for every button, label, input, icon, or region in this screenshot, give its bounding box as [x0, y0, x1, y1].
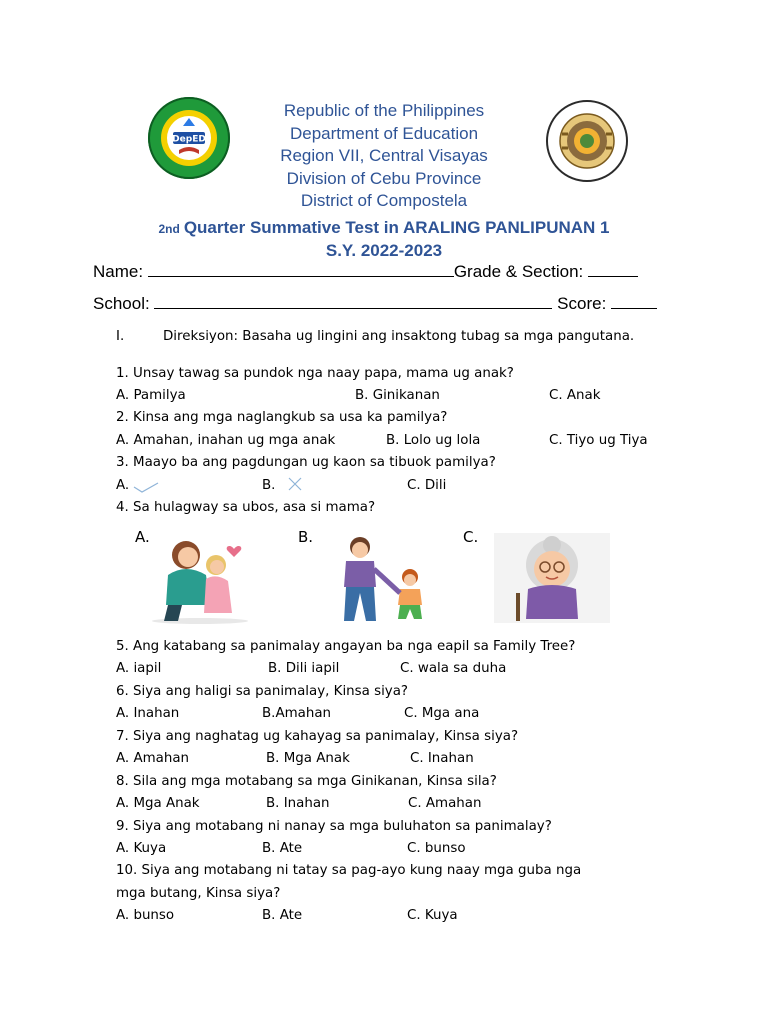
q9-option-b[interactable]: B. Ate — [262, 841, 303, 856]
picture-b-label[interactable]: B. — [298, 528, 314, 546]
father-and-son-illustration — [330, 535, 440, 625]
q1-option-a[interactable]: A. Pamilya — [116, 388, 186, 403]
picture-c-label[interactable]: C. — [463, 528, 479, 546]
republic-line: Republic of the Philippines — [283, 101, 485, 120]
q6-option-c[interactable]: C. Mga ana — [404, 706, 480, 721]
grandmother-illustration — [494, 533, 610, 623]
name-blank[interactable] — [148, 262, 454, 277]
question-6: 6. Siya ang haligi sa panimalay, Kinsa siya? — [116, 684, 409, 699]
region-line: Region VII, Central Visayas — [280, 146, 488, 165]
q9-option-a[interactable]: A. Kuya — [116, 841, 167, 856]
check-icon — [132, 480, 160, 494]
question-8: 8. Sila ang mga motabang sa mga Ginikanan, Kinsa sila? — [116, 774, 497, 789]
question-4: 4. Sa hulagway sa ubos, asa si mama? — [116, 500, 376, 515]
q2-option-c[interactable]: C. Tiyo ug Tiya — [549, 433, 648, 448]
logo-badge: DepED — [172, 134, 206, 145]
question-7: 7. Siya ang naghatag ug kahayag sa panimalay, Kinsa siya? — [116, 729, 519, 744]
test-title-text: Quarter Summative Test in ARALING PANLIPUNAN 1 — [183, 217, 610, 237]
q3-option-b[interactable]: B. — [262, 478, 276, 493]
grade-section-label: Grade & Section: — [453, 262, 584, 281]
q7-option-c[interactable]: C. Inahan — [410, 751, 474, 766]
q8-option-c[interactable]: C. Amahan — [408, 796, 482, 811]
letterhead — [0, 100, 768, 262]
x-mark-icon — [286, 475, 304, 493]
score-label: Score: — [557, 294, 607, 313]
q8-option-a[interactable]: A. Mga Anak — [116, 796, 200, 811]
q6-option-a[interactable]: A. Inahan — [116, 706, 180, 721]
q3-option-c[interactable]: C. Dili — [407, 478, 447, 493]
q7-option-a[interactable]: A. Amahan — [116, 751, 190, 766]
district-line: District of Compostela — [300, 191, 468, 210]
question-5: 5. Ang katabang sa panimalay angayan ba nga eapil sa Family Tree? — [116, 639, 576, 654]
question-3: 3. Maayo ba ang pagdungan ug kaon sa tibuok pamilya? — [116, 455, 496, 470]
q10-option-b[interactable]: B. Ate — [262, 908, 303, 923]
grade-section-blank[interactable] — [588, 262, 638, 277]
quarter-number: 2nd — [158, 221, 180, 236]
test-title — [0, 217, 768, 240]
q8-option-b[interactable]: B. Inahan — [266, 796, 330, 811]
school-blank[interactable] — [154, 294, 552, 309]
q2-option-a[interactable]: A. Amahan, inahan ug mga anak — [116, 433, 336, 448]
section-number: I. — [116, 329, 125, 344]
question-10: 10. Siya ang motabang ni tatay sa pag-ayo kung naay mga guba nga — [116, 863, 582, 878]
q6-option-b[interactable]: B.Amahan — [262, 706, 332, 721]
question-2: 2. Kinsa ang mga naglangkub sa usa ka pamilya? — [116, 410, 448, 425]
question-10-continued: mga butang, Kinsa siya? — [116, 886, 281, 901]
picture-a-label[interactable]: A. — [135, 528, 150, 546]
department-line: Department of Education — [289, 123, 479, 143]
school-year: S.Y. 2022-2023 — [325, 240, 443, 260]
q5-option-b[interactable]: B. Dili iapil — [268, 661, 340, 676]
division-line: Division of Cebu Province — [286, 168, 482, 188]
q9-option-c[interactable]: C. bunso — [407, 841, 466, 856]
q1-option-c[interactable]: C. Anak — [549, 388, 601, 403]
q10-option-c[interactable]: C. Kuya — [407, 908, 458, 923]
school-score-line — [93, 294, 657, 314]
name-label: Name: — [93, 262, 144, 281]
name-grade-line — [93, 262, 638, 282]
directions-text: Direksiyon: Basaha ug lingini ang insaktong tubag sa mga pangutana. — [163, 329, 635, 344]
q2-option-b[interactable]: B. Lolo ug lola — [386, 433, 481, 448]
question-1: 1. Unsay tawag sa pundok nga naay papa, mama ug anak? — [116, 366, 514, 381]
q7-option-b[interactable]: B. Mga Anak — [266, 751, 350, 766]
score-blank[interactable] — [611, 294, 657, 309]
question-9: 9. Siya ang motabang ni nanay sa mga buluhaton sa panimalay? — [116, 819, 552, 834]
q1-option-b[interactable]: B. Ginikanan — [355, 388, 440, 403]
q3-option-a[interactable]: A. — [116, 478, 130, 493]
mother-hugging-child-illustration — [140, 535, 260, 625]
q5-option-c[interactable]: C. wala sa duha — [400, 661, 507, 676]
school-label: School: — [93, 294, 150, 313]
q10-option-a[interactable]: A. bunso — [116, 908, 175, 923]
q5-option-a[interactable]: A. iapil — [116, 661, 162, 676]
